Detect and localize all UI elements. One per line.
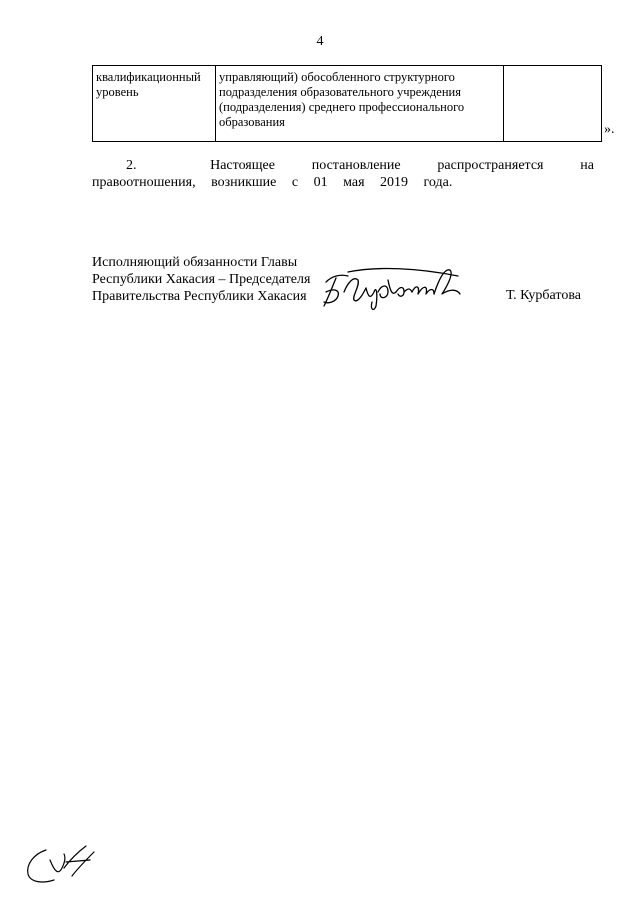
position-cell: управляющий) обособленного структурного подразделения образовательного учреждения (подразделения) среднего профессионального образования	[216, 66, 504, 142]
handwritten-signature	[318, 262, 468, 314]
qualification-level-cell: квалификационный уровень	[93, 66, 216, 142]
signatory-title-line: Исполняющий обязанности Главы	[92, 255, 298, 270]
clause-number: 2.	[126, 158, 137, 173]
salary-cell	[504, 66, 602, 142]
clause-text: Настоящее постановление распространяется на правоотношения, возникшие с 01 мая 2019 года.	[92, 158, 594, 190]
page-number: 4	[316, 34, 324, 49]
signatory-title-line: Правительства Республики Хакасия	[92, 289, 307, 304]
signer-name: Т. Курбатова	[506, 288, 581, 303]
salary-table-fragment	[92, 65, 602, 142]
clause-2-paragraph	[92, 157, 594, 191]
closing-quote: ».	[604, 122, 615, 137]
signatory-title	[92, 254, 310, 305]
handwritten-initials-mark	[20, 838, 100, 890]
table-row	[93, 66, 602, 142]
signatory-title-line: Республики Хакасия – Председателя	[92, 272, 311, 287]
